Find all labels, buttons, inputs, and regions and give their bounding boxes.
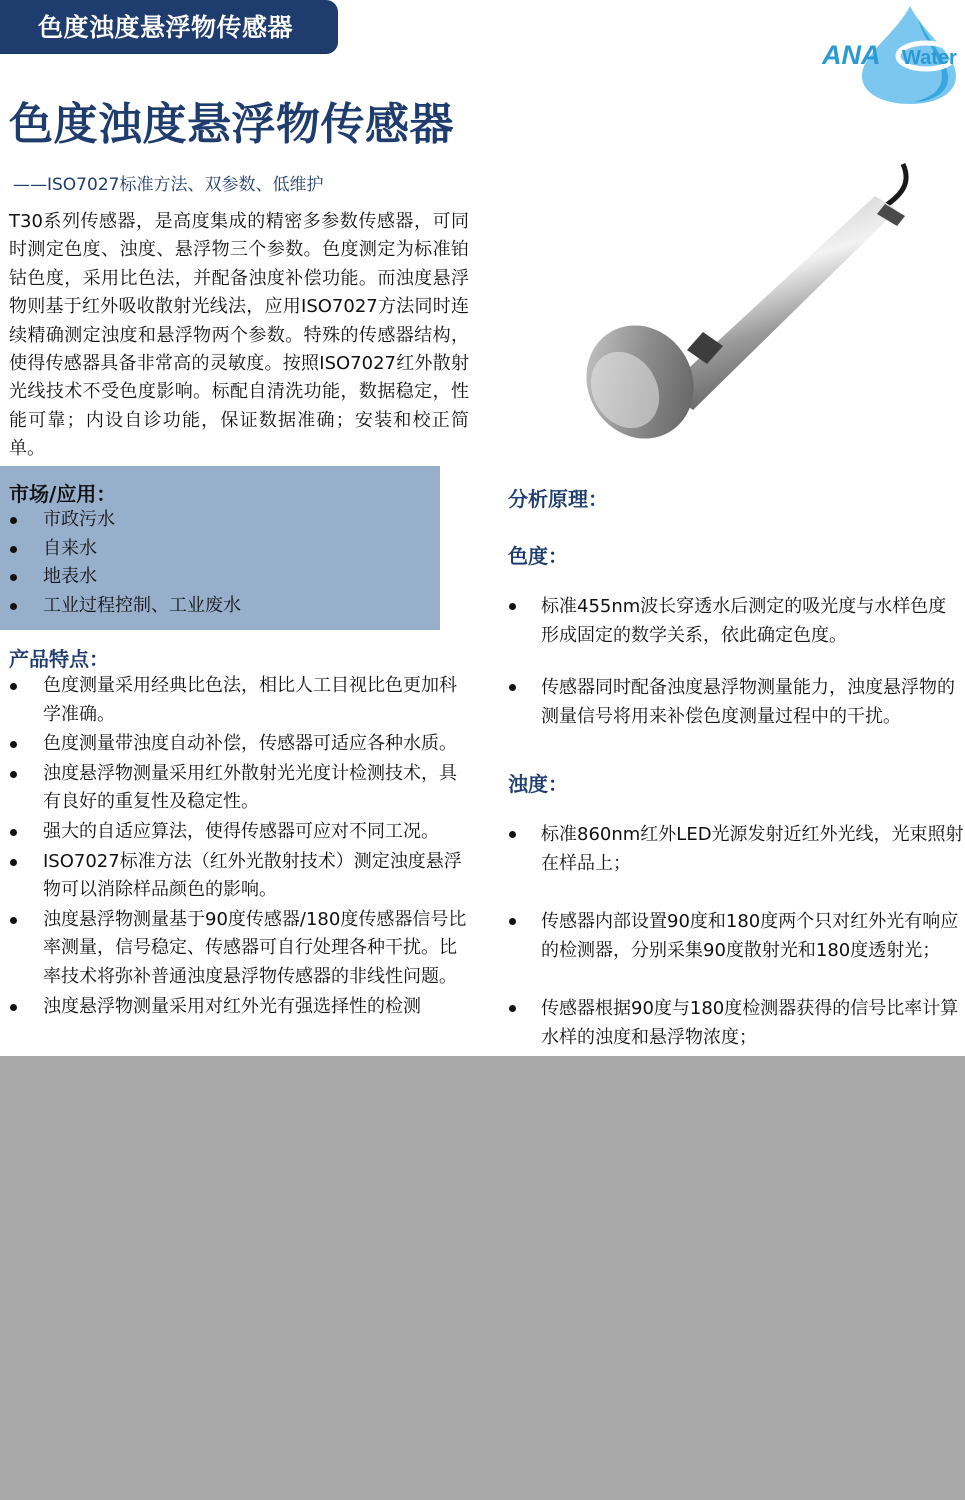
list-item: 传感器根据90度与180度检测器获得的信号比率计算水样的浊度和悬浮物浓度；	[508, 994, 964, 1052]
sensor-product-image	[585, 160, 915, 440]
list-item: 浊度悬浮物测量基于90度传感器/180度传感器信号比率测量，信号稳定、传感器可自行处理各种干扰。比率技术将弥补普通浊度悬浮物传感器的非线性问题。	[0, 906, 468, 992]
color-principle-list	[508, 592, 964, 731]
list-item: 市政污水	[0, 506, 241, 535]
page-subtitle: ——ISO7027标准方法、双参数、低维护	[13, 175, 324, 195]
page-title: 色度浊度悬浮物传感器	[9, 99, 454, 150]
turbidity-principle-list	[508, 820, 964, 1052]
market-list	[0, 506, 241, 620]
features-list	[0, 672, 468, 1022]
header-tab	[0, 0, 338, 53]
list-item: 自来水	[0, 535, 241, 564]
logo-text-water: Water	[902, 47, 957, 69]
market-application-box	[0, 466, 440, 630]
header-tab-label: 色度浊度悬浮物传感器	[38, 13, 294, 42]
list-item: 传感器同时配备浊度悬浮物测量能力，浊度悬浮物的测量信号将用来补偿色度测量过程中的干扰。	[508, 673, 964, 731]
list-item: ISO7027标准方法（红外光散射技术）测定浊度悬浮物可以消除样品颜色的影响。	[0, 848, 468, 905]
list-item: 地表水	[0, 563, 241, 592]
analysis-heading: 分析原理：	[508, 487, 608, 511]
list-item: 强大的自适应算法，使得传感器可应对不同工况。	[0, 818, 468, 847]
list-item: 标准860nm红外LED光源发射近红外光线，光束照射在样品上；	[508, 820, 964, 878]
list-item: 标准455nm波长穿透水后测定的吸光度与水样色度形成固定的数学关系，依此确定色度。	[508, 592, 964, 650]
list-item: 色度测量带浊度自动补偿，传感器可适应各种水质。	[0, 730, 468, 759]
market-heading: 市场/应用：	[9, 482, 117, 506]
list-item: 色度测量采用经典比色法，相比人工目视比色更加科学准确。	[0, 672, 468, 729]
anawater-logo	[822, 4, 965, 104]
turbidity-heading: 浊度：	[508, 772, 568, 796]
features-heading: 产品特点：	[9, 647, 109, 671]
list-item: 传感器内部设置90度和180度两个只对红外光有响应的检测器，分别采集90度散射光和180度透射光；	[508, 907, 964, 965]
color-heading: 色度：	[508, 544, 568, 568]
intro-paragraph: T30系列传感器，是高度集成的精密多参数传感器，可同时测定色度、浊度、悬浮物三个参数。色度测定为标准铂钴色度，采用比色法，并配备浊度补偿功能。而浊度悬浮物则基于红外吸收散射光线法，应用ISO7027方法同时连续精确测定浊度和悬浮物两个参数。特殊的传感器结构，使得传感器具备非常高的灵敏度。按照ISO7027红外散射光线技术不受色度影响。标配自清洗功能，数据稳定，性能可靠；内设自诊功能，保证数据准确；安装和校正简单。	[9, 211, 469, 460]
page-overlay-gray	[0, 1056, 965, 1500]
logo-text-ana: ANA	[822, 40, 881, 70]
list-item: 工业过程控制、工业废水	[0, 592, 241, 621]
list-item: 浊度悬浮物测量采用红外散射光光度计检测技术，具有良好的重复性及稳定性。	[0, 760, 468, 817]
list-item: 浊度悬浮物测量采用对红外光有强选择性的检测	[0, 993, 468, 1022]
